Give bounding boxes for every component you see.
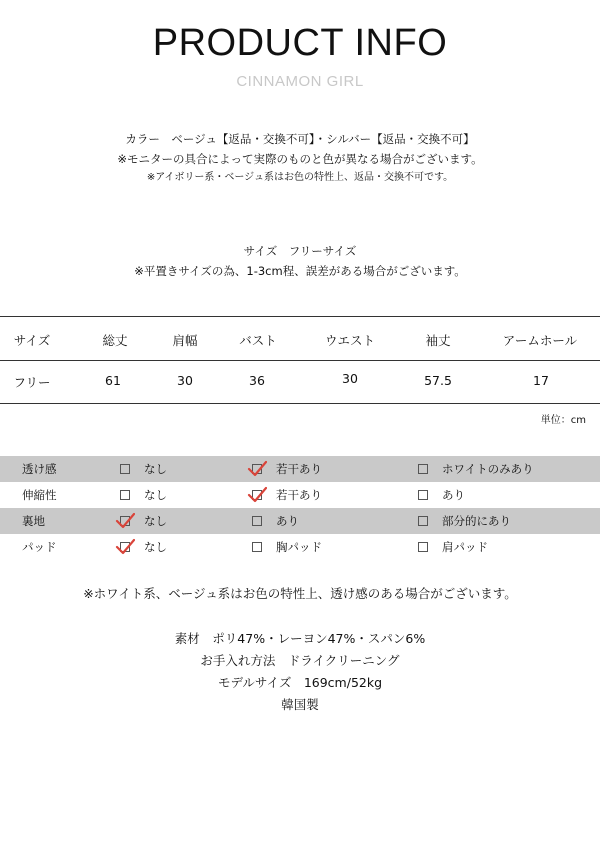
checkbox-icon <box>120 542 130 552</box>
option: ホワイトのみあり <box>418 461 534 477</box>
checkbox-icon <box>418 464 428 474</box>
checkbox-icon <box>120 490 130 500</box>
size-line: サイズ フリーサイズ <box>243 244 357 258</box>
option: 若干あり <box>252 487 322 503</box>
option: 部分的にあり <box>418 513 511 529</box>
page-title: PRODUCT INFO <box>152 22 448 64</box>
option: なし <box>120 487 167 503</box>
model-size-line: モデルサイズ 169cm/52kg <box>217 675 383 690</box>
option: 肩パッド <box>418 539 488 555</box>
check-mark-icon <box>115 511 135 531</box>
length-header: 総丈 <box>102 333 128 348</box>
checkbox-icon <box>418 490 428 500</box>
bust-header: バスト <box>239 333 277 348</box>
option: 胸パッド <box>252 539 322 555</box>
bust-value: 36 <box>249 373 265 388</box>
shoulder-value: 30 <box>177 373 193 388</box>
check-mark-icon <box>247 459 267 479</box>
sheer-note: ※ホワイト系、ベージュ系はお色の特性上、透け感のある場合がございます。 <box>83 586 517 601</box>
table-divider <box>0 360 600 361</box>
checkbox-icon <box>252 542 262 552</box>
checkbox-icon <box>252 490 262 500</box>
checkbox-icon <box>418 516 428 526</box>
check-mark-icon <box>115 537 135 557</box>
row-label: 裏地 <box>22 514 45 528</box>
waist-value: 30 <box>342 371 358 386</box>
row-label: パッド <box>22 540 57 554</box>
color-line: カラー ベージュ【返品・交換不可】・シルバー【返品・交換不可】 <box>125 132 475 146</box>
option: 若干あり <box>252 461 322 477</box>
row-lining <box>0 508 600 534</box>
measure-note: ※平置きサイズの為、1-3cm程、誤差がある場合がございます。 <box>134 264 466 278</box>
option: あり <box>252 513 299 529</box>
color-info <box>0 129 600 187</box>
row-label: 透け感 <box>22 462 57 476</box>
armhole-header: アームホール <box>502 333 578 348</box>
row-stretch <box>0 482 600 508</box>
row-label: 伸縮性 <box>22 488 57 502</box>
origin-line: 韓国製 <box>281 697 319 712</box>
shoulder-header: 肩幅 <box>172 333 198 348</box>
option: なし <box>120 539 167 555</box>
checkbox-icon <box>252 516 262 526</box>
armhole-value: 17 <box>533 373 549 388</box>
sleeve-header: 袖丈 <box>425 333 451 348</box>
size-table <box>0 316 600 404</box>
checkbox-icon <box>120 516 130 526</box>
size-value: フリー <box>13 375 51 390</box>
check-mark-icon <box>247 485 267 505</box>
row-sheerness <box>0 456 600 482</box>
sleeve-value: 57.5 <box>424 373 452 388</box>
unit-label: 単位：cm <box>540 415 586 426</box>
size-header: サイズ <box>13 333 51 348</box>
checkbox-icon <box>252 464 262 474</box>
checkbox-icon <box>418 542 428 552</box>
material-line: 素材 ポリ47%・レーヨン47%・スパン6% <box>174 631 426 646</box>
option: なし <box>120 461 167 477</box>
length-value: 61 <box>105 373 121 388</box>
row-pad <box>0 534 600 560</box>
brand-name: CINNAMON GIRL <box>236 73 364 90</box>
option: あり <box>418 487 465 503</box>
return-note: ※アイボリー系・ベージュ系はお色の特性上、返品・交換不可です。 <box>146 172 454 183</box>
waist-header: ウエスト <box>324 333 376 348</box>
monitor-note: ※モニターの具合によって実際のものと色が異なる場合がございます。 <box>117 152 483 166</box>
option: なし <box>120 513 167 529</box>
care-line: お手入れ方法 ドライクリーニング <box>200 653 400 668</box>
size-info <box>0 241 600 281</box>
fabric-feel-table <box>0 456 600 560</box>
product-details <box>0 628 600 716</box>
checkbox-icon <box>120 464 130 474</box>
